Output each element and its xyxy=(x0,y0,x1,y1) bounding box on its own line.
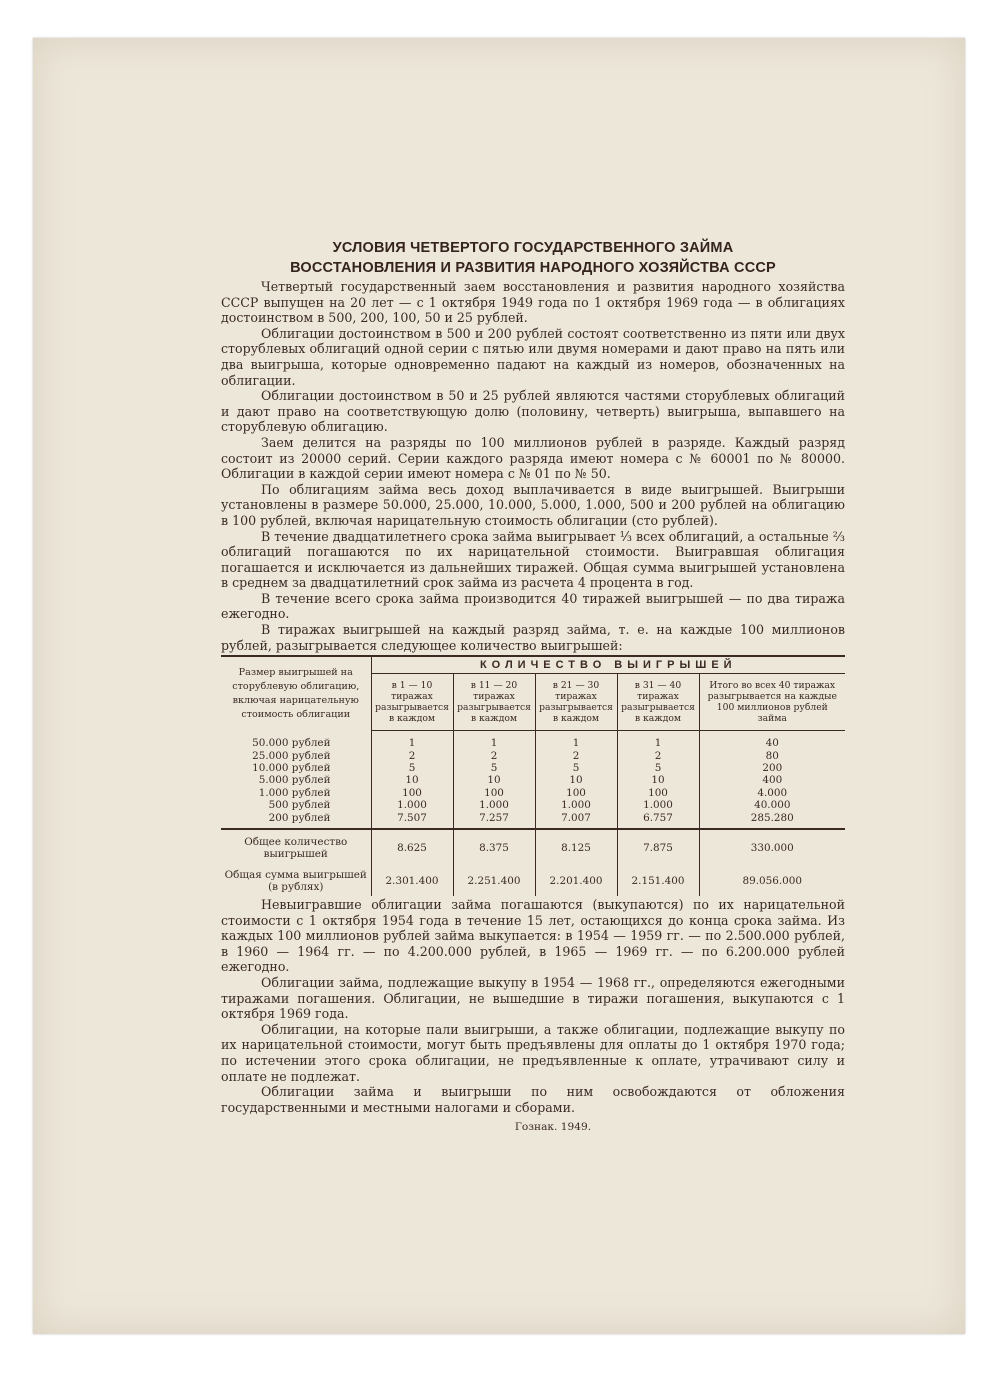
table-cell-total: 200 xyxy=(762,762,783,775)
header-draws-11-20: в 11 — 20 тиражах разыгрывается в каждом xyxy=(453,674,535,731)
paragraphs-before-table xyxy=(221,279,845,653)
table-cell-total: 400 xyxy=(762,774,783,787)
row-label: 5.000 рублей xyxy=(221,774,371,786)
table-cell: 8.375 xyxy=(453,829,535,866)
paragraph-share: В течение двадцатилетнего срока займа выигрывает ⅓ всех облигаций, а остальные ⅔ облигаций погашаются по их нарицательной стоимости. Выигравшая облигация погашается и исключается из дальнейших тиражей. Общая сумма выигрышей установлена в среднем за двадцатилетний срок займа из расчета 4 процента в год. xyxy=(221,528,845,591)
table-row xyxy=(221,774,845,786)
printer-imprint: Гознак. 1949. xyxy=(514,1121,592,1134)
table-cell-total: 89.056.000 xyxy=(742,874,803,887)
table-row xyxy=(221,812,845,829)
table-cell-total: 40.000 xyxy=(754,799,791,812)
paragraph-series: Заем делится на разряды по 100 миллионов рублей в разряде. Каждый разряд состоит из 20000 серий. Серии каждого разряда имеют номера с № 60001 по № 80000. Облигации в каждой серии имеют номера с № 01 по № 50. xyxy=(221,434,845,482)
table-cell: 10 xyxy=(453,774,535,786)
winnings-table xyxy=(221,655,845,896)
totals-label: Общее количество выигрышей xyxy=(221,829,371,866)
table-cell-total: 80 xyxy=(765,749,779,762)
paragraph-tax-exemption: Облигации займа и выигрыши по ним освобождаются от обложения государственными и местными налогами и сборами. xyxy=(221,1084,845,1115)
paragraphs-after-table xyxy=(221,897,845,1115)
paragraph-income: По облигациям займа весь доход выплачивается в виде выигрышей. Выигрыши установлены в размере 50.000, 25.000, 10.000, 5.000, 1.000, 500 и 200 рублей на облигацию в 100 рублей, включая нарицательную стоимость облигации (сто рублей). xyxy=(221,481,845,528)
table-cell: 1 xyxy=(453,731,535,750)
totals-row-sum xyxy=(221,866,845,896)
table-cell: 10 xyxy=(371,774,453,786)
table-cell: 1 xyxy=(617,731,699,750)
table-cell: 100 xyxy=(453,787,535,799)
table-cell: 2 xyxy=(371,750,453,762)
table-cell: 7.257 xyxy=(453,812,535,829)
header-quantity: КОЛИЧЕСТВО ВЫИГРЫШЕЙ xyxy=(371,656,845,674)
document-title xyxy=(221,238,845,278)
table-cell: 100 xyxy=(617,787,699,799)
table-cell: 7.507 xyxy=(371,812,453,829)
paragraph-table-intro: В тиражах выигрышей на каждый разряд займа, т. е. на каждые 100 миллионов рублей, разыгрывается следующее количество выигрышей: xyxy=(221,622,845,653)
loan-conditions xyxy=(221,238,845,1133)
table-cell: 1 xyxy=(535,731,617,750)
row-label: 500 рублей xyxy=(221,799,371,811)
table-cell: 2.301.400 xyxy=(371,866,453,896)
paragraph-redemption-draws: Облигации займа, подлежащие выкупу в 1954 — 1968 гг., определяются ежегодными тиражами погашения. Облигации, не вышедшие в тиражи погашения, выкупаются с 1 октября 1969 года. xyxy=(221,975,845,1022)
title-line-2: ВОССТАНОВЛЕНИЯ И РАЗВИТИЯ НАРОДНОГО ХОЗЯЙСТВА СССР xyxy=(290,260,776,276)
table-row xyxy=(221,787,845,799)
table-cell-total: 285.280 xyxy=(699,812,845,829)
table-cell: 7.875 xyxy=(617,829,699,866)
table-cell: 5 xyxy=(371,762,453,774)
table-cell: 8.125 xyxy=(535,829,617,866)
table-row xyxy=(221,750,845,762)
table-cell: 100 xyxy=(535,787,617,799)
table-cell: 2 xyxy=(535,750,617,762)
table-row xyxy=(221,799,845,811)
table-cell: 6.757 xyxy=(617,812,699,829)
table-cell: 1.000 xyxy=(535,799,617,811)
paragraph-term: Четвертый государственный заем восстановления и развития народного хозяйства СССР выпущен на 20 лет — с 1 октября 1949 года по 1 октября 1969 года — в облигациях достоинством в 500, 200, 100, 50 и 25 рублей. xyxy=(221,279,845,326)
row-label: 50.000 рублей xyxy=(221,731,371,750)
bond-back-sheet xyxy=(33,38,965,1334)
table-row xyxy=(221,762,845,774)
row-label: 10.000 рублей xyxy=(221,762,371,774)
paragraph-denominations: Облигации достоинством в 500 и 200 рублей состоят соответственно из пяти или двух сторублевых облигаций одной серии с пятью или двумя номерами и дают право на пять или два выигрыша, которые одновременно падают на каждый из номеров, обозначенных на облигации. xyxy=(221,325,845,388)
table-row xyxy=(221,731,845,750)
header-draws-1-10: в 1 — 10 тиражах разыгрывается в каждом xyxy=(371,674,453,731)
table-cell: 10 xyxy=(535,774,617,786)
table-cell: 5 xyxy=(535,762,617,774)
table-cell: 7.007 xyxy=(535,812,617,829)
table-cell-total: 330.000 xyxy=(750,841,794,854)
title-line-1: УСЛОВИЯ ЧЕТВЕРТОГО ГОСУДАРСТВЕННОГО ЗАЙМА xyxy=(332,240,734,256)
table-cell: 2.251.400 xyxy=(453,866,535,896)
table-cell: 1 xyxy=(371,731,453,750)
header-prize-size: Размер выигрышей на сторублевую облигацию, включая нарицательную стоимость облигации xyxy=(221,656,371,731)
header-draws-21-30: в 21 — 30 тиражах разыгрывается в каждом xyxy=(535,674,617,731)
totals-row-count xyxy=(221,829,845,866)
paragraph-payment-deadline: Облигации, на которые пали выигрыши, а также облигации, подлежащие выкупу по их нарицательной стоимости, могут быть предъявлены для оплаты до 1 октября 1970 года; по истечении этого срока облигации, не предъявленные к оплате, утрачивают силу и оплате не подлежат. xyxy=(221,1021,845,1084)
table-cell-total: 40 xyxy=(765,737,779,750)
table-cell: 5 xyxy=(453,762,535,774)
row-label: 25.000 рублей xyxy=(221,750,371,762)
row-label: 1.000 рублей xyxy=(221,787,371,799)
table-cell: 5 xyxy=(617,762,699,774)
header-total: Итого во всех 40 тиражах разыгрывается на каждые 100 миллионов рублей займа xyxy=(699,674,845,731)
table-cell: 1.000 xyxy=(371,799,453,811)
table-cell: 100 xyxy=(371,787,453,799)
row-label: 200 рублей xyxy=(221,812,371,829)
table-cell: 8.625 xyxy=(371,829,453,866)
totals-label: Общая сумма выигрышей (в рублях) xyxy=(221,866,371,896)
table-cell: 2 xyxy=(617,750,699,762)
header-draws-31-40: в 31 — 40 тиражах разыгрывается в каждом xyxy=(617,674,699,731)
table-cell: 2.151.400 xyxy=(617,866,699,896)
table-cell: 2 xyxy=(453,750,535,762)
table-cell: 2.201.400 xyxy=(535,866,617,896)
table-cell: 1.000 xyxy=(453,799,535,811)
table-cell-total: 4.000 xyxy=(757,786,788,799)
paragraph-draws: В течение всего срока займа производится 40 тиражей выигрышей — по два тиража ежегодно. xyxy=(221,590,845,622)
paragraph-redemption: Невыигравшие облигации займа погашаются (выкупаются) по их нарицательной стоимости с 1 октября 1954 года в течение 15 лет, остающихся до конца срока займа. Из каждых 100 миллионов рублей займа выкупается: в 1954 — 1959 гг. — по 2.500.000 рублей, в 1960 — 1964 гг. — по 4.200.000 рублей, в 1965 — 1969 гг. — по 6.200.000 рублей ежегодно. xyxy=(221,897,845,975)
table-cell: 1.000 xyxy=(617,799,699,811)
paragraph-fractions: Облигации достоинством в 50 и 25 рублей являются частями сторублевых облигаций и дают право на соответствующую долю (половину, четверть) выигрыша, выпавшего на сторублевую облигацию. xyxy=(221,388,845,435)
table-cell: 10 xyxy=(617,774,699,786)
